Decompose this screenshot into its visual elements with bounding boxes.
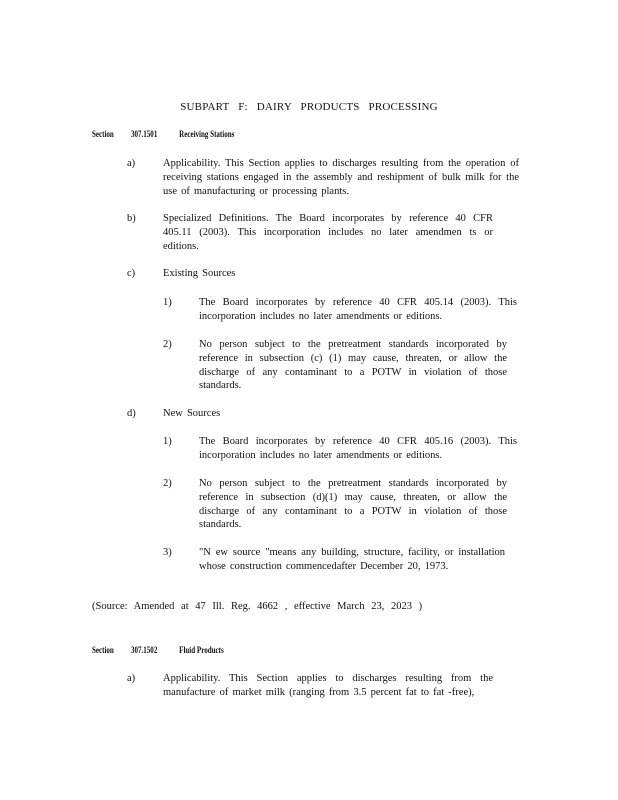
subpart-title: SUBPART F: DAIRY PRODUCTS PROCESSING bbox=[180, 101, 438, 113]
item-marker: a) bbox=[127, 673, 136, 684]
section-number: 307.1502 bbox=[131, 645, 158, 655]
item-text: Applicability. This Section applies to discharges resulting from the manufacture of market milk (ranging from 3.5 percent fat to fat -free), bbox=[163, 673, 493, 698]
section-label: Section bbox=[92, 129, 114, 139]
section-heading-1501 bbox=[92, 129, 234, 139]
section-label: Section bbox=[92, 645, 114, 655]
section-title: Fluid Products bbox=[179, 645, 224, 655]
section-heading-1502 bbox=[92, 645, 224, 655]
subitem-text: "N ew source "means any building, structure, facility, or installation whose construction commencedafter December 20, 1973. bbox=[199, 547, 505, 572]
item-marker: a) bbox=[127, 158, 136, 169]
source-note: (Source: Amended at 47 Ill. Reg. 4662 , effective March 23, 2023 ) bbox=[92, 601, 423, 612]
item-text: New Sources bbox=[163, 408, 221, 419]
subitem-text: No person subject to the pretreatment standards incorporated by reference in subsection (d)(1) may cause, threaten, or allow the discharge of any contaminant to a POTW in violation of those standards. bbox=[199, 478, 507, 531]
subitem-text: The Board incorporates by reference 40 CFR 405.16 (2003). This incorporation includes no later amendments or editions. bbox=[199, 436, 517, 461]
subitem-marker: 2) bbox=[163, 478, 172, 489]
subitem-marker: 2) bbox=[163, 339, 172, 350]
subitem-text: The Board incorporates by reference 40 CFR 405.14 (2003). This incorporation includes no later amendments or editions. bbox=[199, 297, 517, 322]
item-text: Specialized Definitions. The Board incorporates by reference 40 CFR 405.11 (2003). This incorporation includes no later amendmen ts or editions. bbox=[163, 213, 493, 252]
item-marker: b) bbox=[127, 213, 136, 224]
section-number: 307.1501 bbox=[131, 129, 158, 139]
subitem-marker: 1) bbox=[163, 436, 172, 447]
subitem-marker: 3) bbox=[163, 547, 172, 558]
item-marker: c) bbox=[127, 268, 136, 279]
item-text: Applicability. This Section applies to discharges resulting from the operation of receiving stations engaged in the assembly and reshipment of bulk milk for the use of manufacturing or processing plants. bbox=[163, 158, 519, 197]
subitem-text: No person subject to the pretreatment standards incorporated by reference in subsection (c) (1) may cause, threaten, or allow the discharge of any contaminant to a POTW in violation of those standards. bbox=[199, 339, 507, 392]
item-marker: d) bbox=[127, 408, 136, 419]
section-title: Receiving Stations bbox=[179, 129, 235, 139]
item-text: Existing Sources bbox=[163, 268, 236, 279]
subitem-marker: 1) bbox=[163, 297, 172, 308]
